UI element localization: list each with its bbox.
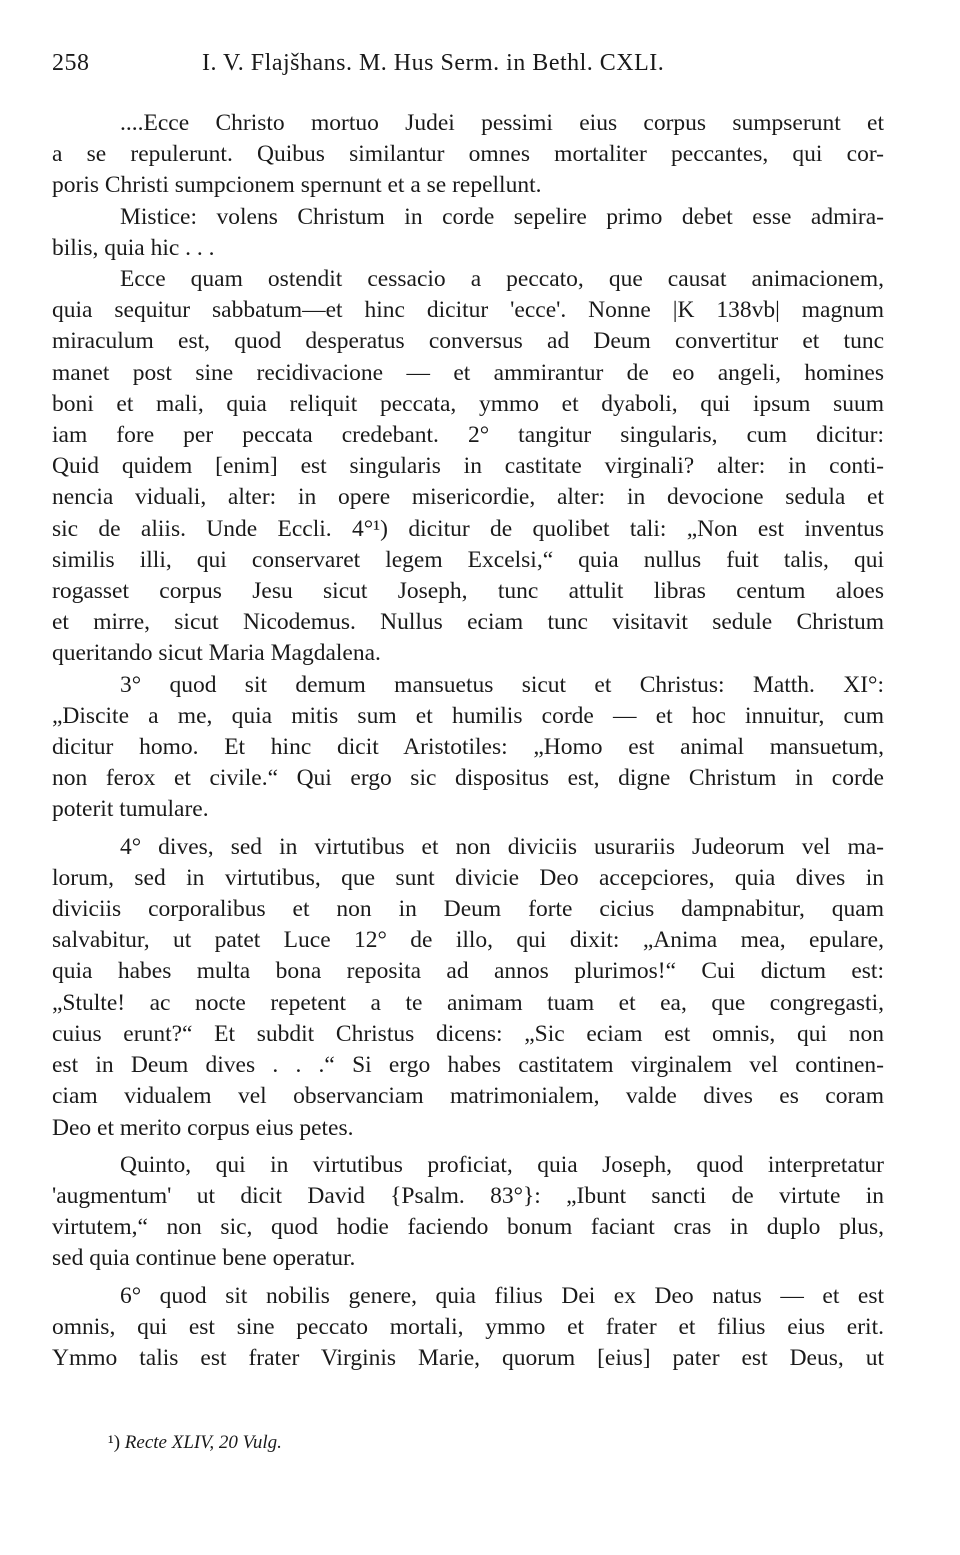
text-line: queritando sicut Maria Magdalena. <box>52 640 381 667</box>
text-line: omnis, qui est sine peccato mortali, ymmo et frater et filius eius erit. <box>52 1313 884 1340</box>
text-line: dicitur homo. Et hinc dicit Aristotiles: „Homo est animal mansuetum, <box>52 734 884 761</box>
text-line: miraculum est, quod desperatus conversus ad Deum convertitur et tunc <box>52 328 884 355</box>
text-line: Ymmo talis est frater Virginis Marie, quorum [eius] pater est Deus, ut <box>52 1344 884 1371</box>
text-line: nencia viduali, alter: in opere misericordie, alter: in devocione sedula et <box>52 484 884 511</box>
text-line: Mistice: volens Christum in corde sepelire primo debet esse admira- <box>120 203 884 230</box>
text-line: „Stulte! ac nocte repetent a te animam tuam et ea, que congregasti, <box>52 989 884 1016</box>
text-line: 4° dives, sed in virtutibus et non diviciis usurariis Judeorum vel ma- <box>120 833 884 860</box>
text-line: Deo et merito corpus eius petes. <box>52 1114 354 1141</box>
text-line: quia sequitur sabbatum—et hinc dicitur 'ecce'. Nonne |K 138vb| magnum <box>52 297 884 324</box>
footnote <box>108 1432 282 1454</box>
text-line: salvabitur, ut patet Luce 12° de illo, qui dixit: „Anima mea, epulare, <box>52 927 884 954</box>
text-line: manet post sine recidivacione — et ammirantur de eo angeli, homines <box>52 359 884 386</box>
text-line: sic de aliis. Unde Eccli. 4°¹) dicitur de quolibet tali: „Non est inventus <box>52 515 884 542</box>
text-line: quia habes multa bona reposita ad annos plurimos!“ Cui dictum est: <box>52 958 884 985</box>
text-line: iam fore per peccata credebant. 2° tangitur singularis, cum dicitur: <box>52 422 884 449</box>
text-line: poris Christi sumpcionem spernunt et a se repellunt. <box>52 172 542 199</box>
text-line: cuius erunt?“ Et subdit Christus dicens: „Sic eciam est omnis, qui non <box>52 1020 884 1047</box>
text-line: non ferox et civile.“ Qui ergo sic dispositus est, digne Christum in corde <box>52 765 884 792</box>
text-line: Ecce quam ostendit cessacio a peccato, que causat animacionem, <box>120 266 884 293</box>
text-line: a se repulerunt. Quibus similantur omnes mortaliter peccantes, qui cor- <box>52 141 884 168</box>
text-line: virtutem,“ non sic, quod hodie faciendo bonum faciant cras in duplo plus, <box>52 1214 884 1241</box>
text-line: Quid quidem [enim] est singularis in castitate virginali? alter: in conti- <box>52 453 884 480</box>
text-line: bilis, quia hic . . . <box>52 234 215 261</box>
text-line: est in Deum dives . . .“ Si ergo habes castitatem virginalem vel continen- <box>52 1052 884 1079</box>
text-line: diviciis corporalibus et non in Deum forte cicius dampnabitur, quam <box>52 896 884 923</box>
text-line: poterit tumulare. <box>52 796 209 823</box>
text-line: similis illi, qui conservaret legem Excelsi,“ quia nullus fuit talis, qui <box>52 546 884 573</box>
text-line: 3° quod sit demum mansuetus sicut et Christus: Matth. XI°: <box>120 671 884 698</box>
text-line: 'augmentum' ut dicit David {Psalm. 83°}: „Ibunt sancti de virtute in <box>52 1182 884 1209</box>
running-header <box>52 50 882 77</box>
running-title: I. V. Flajšhans. M. Hus Serm. in Bethl. CXLI. <box>202 50 665 76</box>
text-line: lorum, sed in virtutibus, que sunt divicie Deo accepciores, quia dives in <box>52 864 884 891</box>
text-line: ....Ecce Christo mortuo Judei pessimi eius corpus sumpserunt et <box>120 110 884 136</box>
page-number: 258 <box>52 50 90 76</box>
text-line: et mirre, sicut Nicodemus. Nullus eciam tunc visitavit sedule Christum <box>52 609 884 636</box>
text-line: „Discite a me, quia mitis sum et humilis corde — et hoc innuitur, cum <box>52 702 884 729</box>
text-line: Quinto, qui in virtutibus proficiat, quia Joseph, quod interpretatur <box>120 1151 884 1178</box>
body-text <box>52 108 884 1374</box>
footnote-text: Recte XLIV, 20 Vulg. <box>124 1432 282 1453</box>
text-line: ciam vidualem vel observanciam matrimonialem, valde dives es coram <box>52 1083 884 1110</box>
text-line: boni et mali, quia reliquit peccata, ymmo et dyaboli, qui ipsum suum <box>52 390 884 417</box>
footnote-marker: ¹) <box>108 1432 121 1453</box>
text-line: rogasset corpus Jesu sicut Joseph, tunc attulit libras centum aloes <box>52 578 884 605</box>
text-line: sed quia continue bene operatur. <box>52 1245 356 1272</box>
text-line: 6° quod sit nobilis genere, quia filius Dei ex Deo natus — et est <box>120 1282 884 1309</box>
